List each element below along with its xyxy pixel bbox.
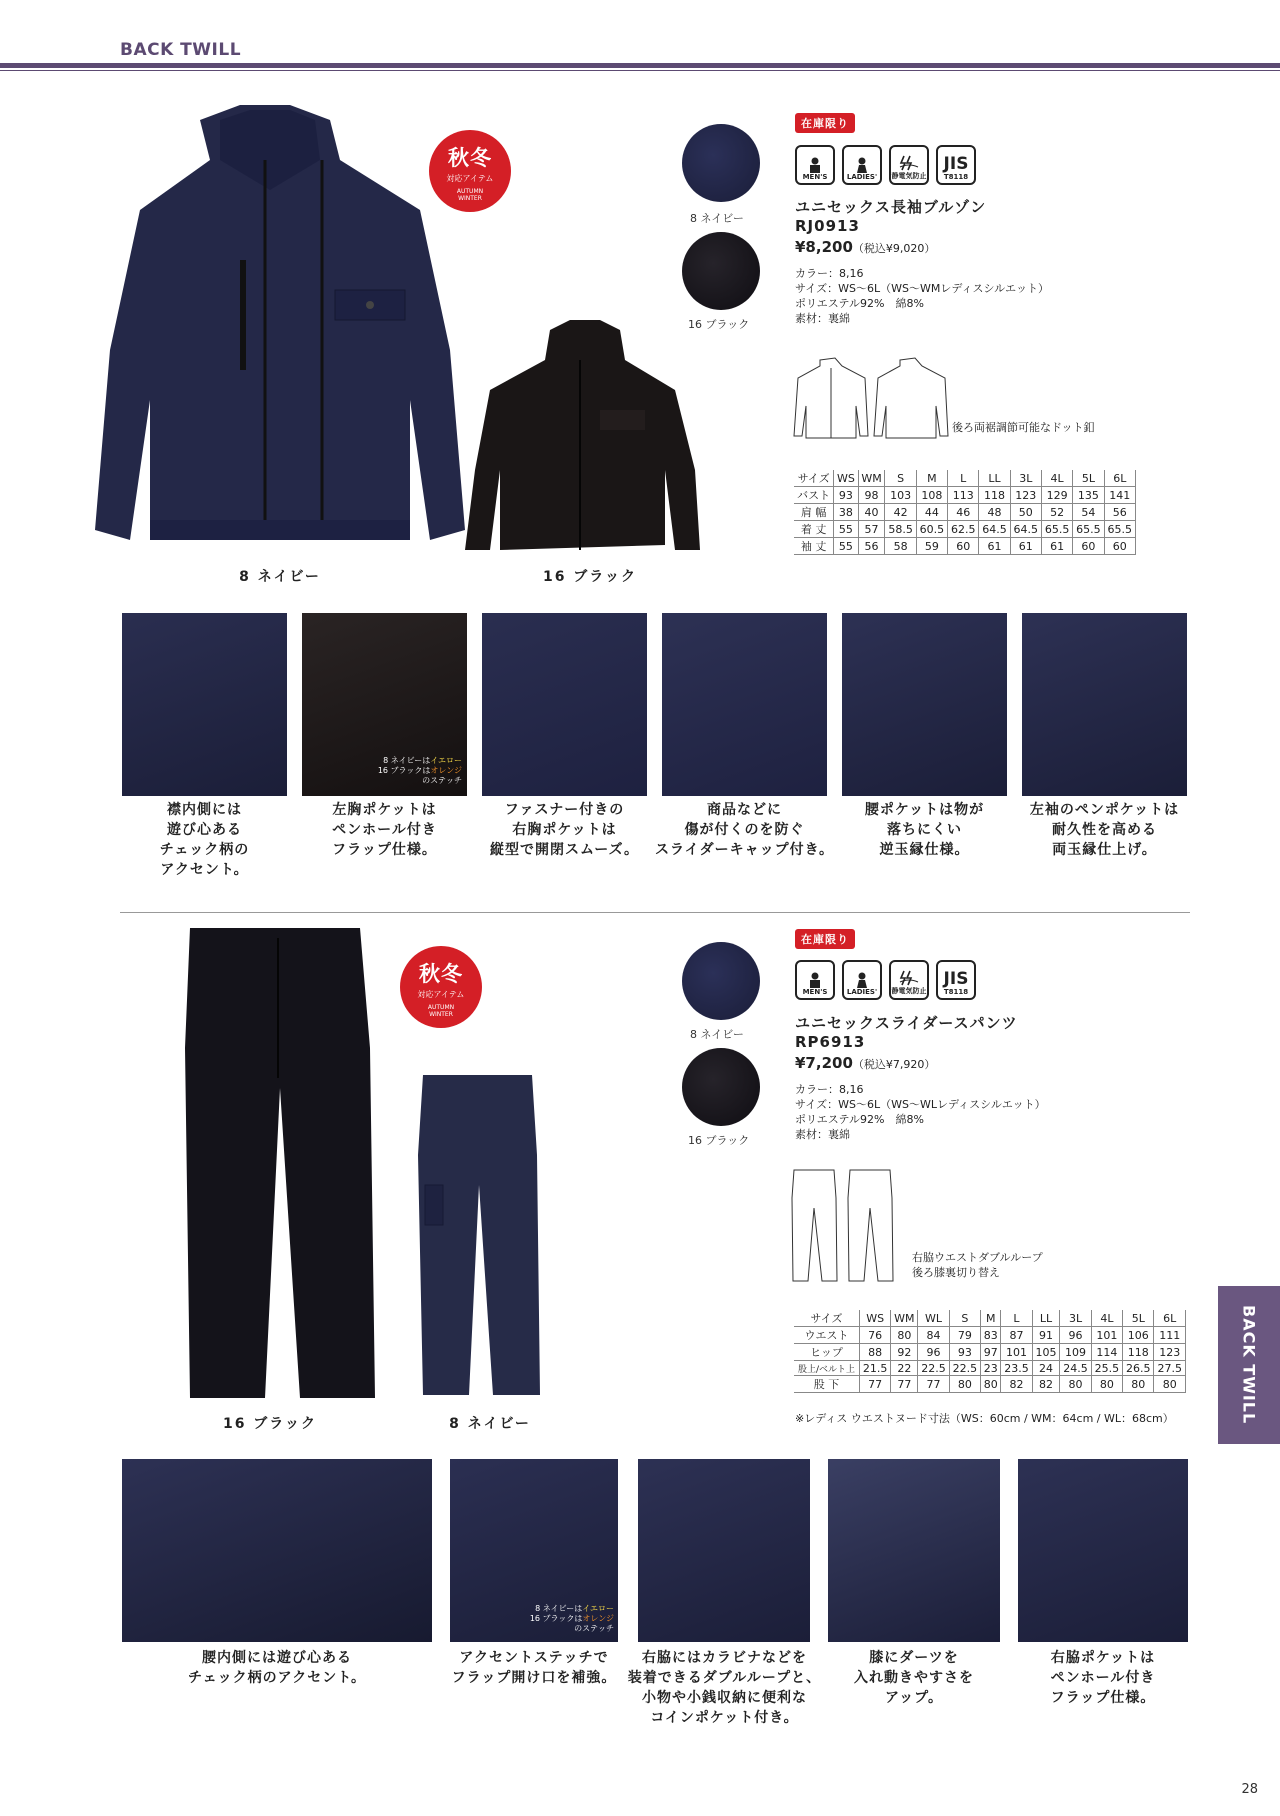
ladies-icon: LADIES' <box>842 960 882 1000</box>
product-code: RJ0913 <box>795 217 860 235</box>
detail-photo-waist-inner <box>122 1459 432 1642</box>
jis-icon: JIS T8118 <box>936 145 976 185</box>
table-row: 股上/ベルト上 21.5 22 22.5 22.5 23 23.5 24 24.5 25.5 26.5 27.5 <box>794 1361 1186 1376</box>
table-row: 股 下 77 77 77 80 80 82 82 80 80 80 80 <box>794 1376 1186 1393</box>
table-row: 着 丈 55 57 58.5 60.5 62.5 64.5 64.5 65.5 65.5 65.5 <box>794 521 1136 538</box>
detail-caption: 右脇にはカラビナなどを 装着できるダブルループと、 小物や小銭収納に便利な コインポケット付き。 <box>627 1650 822 1726</box>
jacket-size-table <box>794 470 1136 555</box>
pants-line-drawing <box>790 1168 900 1283</box>
table-row: バスト 93 98 103 108 113 118 123 129 135 141 <box>794 487 1136 504</box>
product-name: ユニセックス長袖ブルゾン <box>795 198 987 216</box>
swatch-label-navy: 8 ネイビー <box>690 212 744 225</box>
table-row: 袖 丈 55 56 58 59 60 61 61 61 60 60 <box>794 538 1136 555</box>
stitch-note: 8 ネイビーはイエロー 16 ブラックはオレンジ のステッチ <box>529 1604 614 1633</box>
detail-caption: ファスナー付きの 右胸ポケットは 縦型で開閉スムーズ。 <box>489 802 640 858</box>
jis-icon: JIS T8118 <box>936 960 976 1000</box>
drawing-note: 右脇ウエストダブルループ 後ろ膝裏切り替え <box>912 1251 1043 1279</box>
mens-icon: MEN'S <box>795 960 835 1000</box>
stitch-note: 8 ネイビーはイエロー 16 ブラックはオレンジ のステッチ <box>377 756 462 785</box>
drawing-note: 後ろ両裾調節可能なドット釦 <box>952 421 1095 434</box>
detail-caption: 右脇ポケットは ペンホール付き フラップ仕様。 <box>1050 1650 1156 1706</box>
jacket-black-photo <box>460 320 700 560</box>
detail-photo-side-pocket <box>1018 1459 1188 1642</box>
section-divider <box>120 912 1190 913</box>
stock-badge: 在庫限り <box>795 929 855 949</box>
table-row: ウエスト 76 80 84 79 83 87 91 96 101 106 111 <box>794 1327 1186 1344</box>
detail-caption: 膝にダーツを 入れ動きやすさを アップ。 <box>854 1650 974 1706</box>
antistatic-icon: 静電気防止 <box>889 960 929 1000</box>
pants-size-table <box>794 1310 1186 1393</box>
swatch-label-black: 16 ブラック <box>688 1134 750 1147</box>
photo-caption-navy: 8 ネイビー <box>449 1416 531 1432</box>
detail-photo-sleeve-pen <box>1022 613 1187 796</box>
detail-photo-collar <box>122 613 287 796</box>
photo-caption-black: 16 ブラック <box>542 569 638 585</box>
photo-caption-black: 16 ブラック <box>222 1416 318 1432</box>
product-name: ユニセックスライダースパンツ <box>795 1014 1018 1032</box>
detail-caption: 商品などに 傷が付くのを防ぐ スライダーキャップ付き。 <box>654 802 835 858</box>
page-number: 28 <box>1241 1782 1258 1797</box>
swatch-label-navy: 8 ネイビー <box>690 1028 744 1041</box>
header-rule-thin <box>0 70 1280 71</box>
table-row: ヒップ 88 92 96 93 97 101 105 109 114 118 123 <box>794 1344 1186 1361</box>
table-header-row: サイズ WS WM WL S M L LL 3L 4L 5L 6L <box>794 1310 1186 1327</box>
product-specs: カラー：8,16 サイズ：WS〜6L（WS〜WMレディスシルエット） ポリエステル92% 綿8% 素材：裏綿 <box>795 267 1049 325</box>
season-badge: 秋冬 対応アイテム AUTUMN WINTER <box>429 130 511 212</box>
antistatic-icon: 静電気防止 <box>889 145 929 185</box>
swatch-navy[interactable] <box>682 942 760 1020</box>
season-badge: 秋冬 対応アイテム AUTUMN WINTER <box>400 946 482 1028</box>
detail-photo-double-loop <box>638 1459 810 1642</box>
jacket-navy-photo <box>90 100 470 570</box>
detail-caption: 腰ポケットは物が 落ちにくい 逆玉縁仕様。 <box>864 802 985 858</box>
product-specs: カラー：8,16 サイズ：WS〜6L（WS〜WLレディスシルエット） ポリエステル92% 綿8% 素材：裏綿 <box>795 1083 1046 1141</box>
swatch-navy[interactable] <box>682 124 760 202</box>
detail-caption: 左袖のペンポケットは 耐久性を高める 両玉縁仕上げ。 <box>1029 802 1180 858</box>
detail-caption: 襟内側には 遊び心ある チェック柄の アクセント。 <box>159 802 250 878</box>
detail-photo-slider-cap <box>662 613 827 796</box>
swatch-black[interactable] <box>682 1048 760 1126</box>
detail-photo-waist-pocket <box>842 613 1007 796</box>
detail-caption: アクセントステッチで フラップ開け口を補強。 <box>451 1650 617 1686</box>
detail-photo-knee-darts <box>828 1459 1000 1642</box>
photo-caption-navy: 8 ネイビー <box>239 569 321 585</box>
page-section-title: BACK TWILL <box>120 40 242 60</box>
product-price: ¥7,200（税込¥7,920） <box>795 1054 936 1072</box>
product-price: ¥8,200（税込¥9,020） <box>795 238 936 256</box>
mens-icon: MEN'S <box>795 145 835 185</box>
ladies-icon: LADIES' <box>842 145 882 185</box>
pants-black-photo <box>170 928 380 1408</box>
table-row: 肩 幅 38 40 42 44 46 48 50 52 54 56 <box>794 504 1136 521</box>
table-note: ※レディス ウエストヌード寸法（WS：60cm / WM：64cm / WL：68cm） <box>795 1412 1174 1425</box>
pants-navy-photo <box>415 1075 540 1400</box>
detail-caption: 左胸ポケットは ペンホール付き フラップ仕様。 <box>332 802 437 858</box>
swatch-black[interactable] <box>682 232 760 310</box>
product-code: RP6913 <box>795 1033 866 1051</box>
side-section-tab[interactable]: BACK TWILL <box>1218 1286 1280 1444</box>
stock-badge: 在庫限り <box>795 113 855 133</box>
swatch-label-black: 16 ブラック <box>688 318 750 331</box>
detail-photo-zip-pocket <box>482 613 647 796</box>
jacket-line-drawing <box>790 356 950 440</box>
header-rule <box>0 63 1280 68</box>
table-header-row: サイズ WS WM S M L LL 3L 4L 5L 6L <box>794 470 1136 487</box>
detail-caption: 腰内側には遊び心ある チェック柄のアクセント。 <box>188 1650 366 1686</box>
